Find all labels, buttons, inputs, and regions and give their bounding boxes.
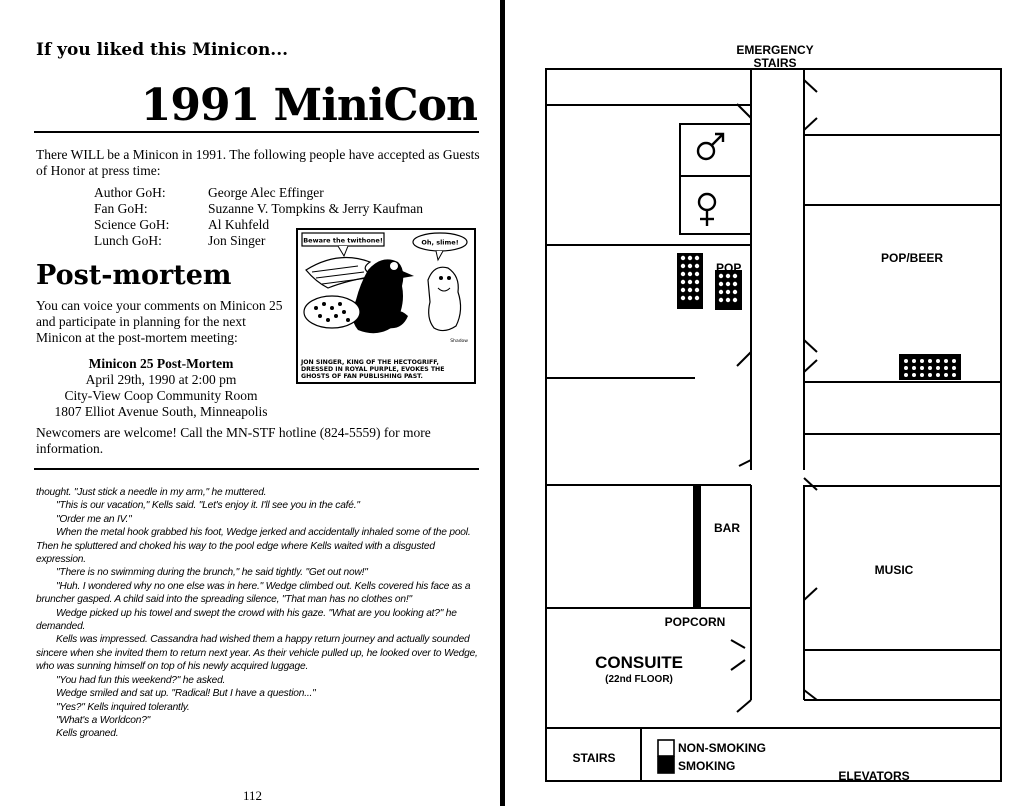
story-paragraph: When the metal hook grabbed his foot, Wedge jerked and accidentally inhaled some of the pool. Then he spluttered and choked his way to the pool edge where Kells waited with a disgusted expression. bbox=[36, 527, 471, 566]
page-number: 112 bbox=[243, 788, 263, 803]
consuite-floor-label: (22nd FLOOR) bbox=[605, 674, 673, 685]
popcorn-label: POPCORN bbox=[664, 615, 726, 629]
consuite-label: CONSUITE bbox=[595, 653, 683, 672]
story-paragraph: Kells groaned. bbox=[56, 728, 119, 740]
comic-panel bbox=[296, 228, 476, 384]
guest-name: Jon Singer bbox=[208, 233, 266, 248]
non-smoking-label: NON-SMOKING bbox=[678, 741, 766, 755]
intro-paragraph: There WILL be a Minicon in 1991. The following people have accepted as Guests of Honor at press time: bbox=[36, 147, 480, 178]
guest-name: George Alec Effinger bbox=[208, 185, 324, 200]
story-paragraph: "Order me an IV." bbox=[56, 513, 132, 525]
meeting-name: Minicon 25 Post-Mortem bbox=[88, 356, 234, 371]
meeting-place: City-View Coop Community Room bbox=[64, 388, 258, 403]
story-rule bbox=[34, 468, 479, 470]
guest-name: Al Kuhfeld bbox=[208, 217, 270, 232]
story-paragraph: "Yes?" Kells inquired tolerantly. bbox=[56, 701, 190, 713]
story-paragraph: Wedge smiled and sat up. "Radical! But I have a question..." bbox=[56, 688, 316, 700]
meeting-date: April 29th, 1990 at 2:00 pm bbox=[85, 372, 237, 387]
lead-in-heading: If you liked this Minicon... bbox=[36, 40, 289, 60]
postmortem-heading: Post-mortem bbox=[36, 260, 232, 291]
meeting-info bbox=[36, 356, 286, 420]
emergency-stairs-label-2: STAIRS bbox=[753, 56, 797, 70]
elevators-label: ELEVATORS bbox=[838, 769, 910, 783]
smoking-swatch bbox=[658, 757, 674, 773]
pop-label: POP bbox=[716, 261, 742, 275]
comic-signature: Shadow bbox=[450, 339, 468, 344]
emergency-stairs-label: EMERGENCY bbox=[736, 43, 814, 57]
minicon-1991-title: 1991 MiniCon bbox=[140, 80, 477, 131]
comic-bubble-left: Beware the twithone! bbox=[303, 236, 383, 245]
mens-restroom-icon bbox=[698, 134, 723, 159]
pop-beer-label: POP/BEER bbox=[880, 251, 944, 265]
story-paragraph: "You had fun this weekend?" he asked. bbox=[56, 674, 226, 686]
story-paragraph: Wedge picked up his towel and swept the crowd with his gaze. "What are you looking at?" he demanded. bbox=[36, 607, 457, 633]
smoking-label: SMOKING bbox=[678, 759, 736, 773]
bar-counter bbox=[693, 485, 701, 607]
story-paragraph: "This is our vacation," Kells said. "Let's enjoy it. I'll see you in the café." bbox=[56, 500, 360, 512]
left-page bbox=[0, 0, 505, 806]
title-rule bbox=[34, 131, 479, 133]
comic-caption: JON SINGER, KING OF THE HECTOGRIFF, DRESSED IN ROYAL PURPLE, EVOKES THE GHOSTS OF FAN PUBLISHING PAST. bbox=[301, 359, 445, 380]
guest-name: Suzanne V. Tompkins & Jerry Kaufman bbox=[208, 201, 424, 216]
story-paragraph: "Huh. I wondered why no one else was in here." Wedge climbed out. Kells covered his face as a bruncher gasped. A child said into the spreading silence, "That man has no clothes on!" bbox=[36, 580, 471, 606]
story-paragraph: Kells was impressed. Cassandra had wished them a happy return journey and actually sounded sincere when she invited them to return next year. As their vehicle pulled up, he looked over to Wedge, who was sunning himself on top of his newly acquired luggage. bbox=[36, 634, 478, 673]
newcomers-paragraph: Newcomers are welcome! Call the MN-STF hotline (824-5559) for more information. bbox=[36, 425, 431, 456]
comic-illustration bbox=[298, 230, 474, 350]
guest-row bbox=[94, 201, 423, 217]
guest-role: Fan GoH: bbox=[94, 201, 148, 216]
meeting-address: 1807 Elliot Avenue South, Minneapolis bbox=[54, 404, 268, 419]
beer-cooler-icon bbox=[899, 354, 961, 380]
guest-row bbox=[94, 185, 423, 201]
comic-bubble-right: Oh, slime! bbox=[421, 238, 459, 247]
womens-restroom-icon bbox=[699, 194, 715, 226]
guest-role: Science GoH: bbox=[94, 217, 170, 232]
guest-role: Lunch GoH: bbox=[94, 233, 162, 248]
non-smoking-swatch bbox=[658, 740, 674, 756]
story-paragraph: "There is no swimming during the brunch," he said tightly. "Get out now!" bbox=[56, 567, 368, 579]
music-label: MUSIC bbox=[874, 563, 914, 577]
stairs-label: STAIRS bbox=[572, 751, 616, 765]
story-paragraph: thought. "Just stick a needle in my arm," he muttered. bbox=[36, 487, 267, 498]
floor-plan bbox=[505, 0, 1024, 806]
guest-role: Author GoH: bbox=[94, 185, 166, 200]
story-paragraph: "What's a Worldcon?" bbox=[56, 714, 151, 726]
postmortem-paragraph: You can voice your comments on Minicon 25 and participate in planning for the next Minicon at the post-mortem meeting: bbox=[36, 298, 283, 345]
right-page bbox=[505, 0, 1024, 806]
story-text bbox=[36, 486, 481, 741]
bar-label: BAR bbox=[714, 521, 740, 535]
